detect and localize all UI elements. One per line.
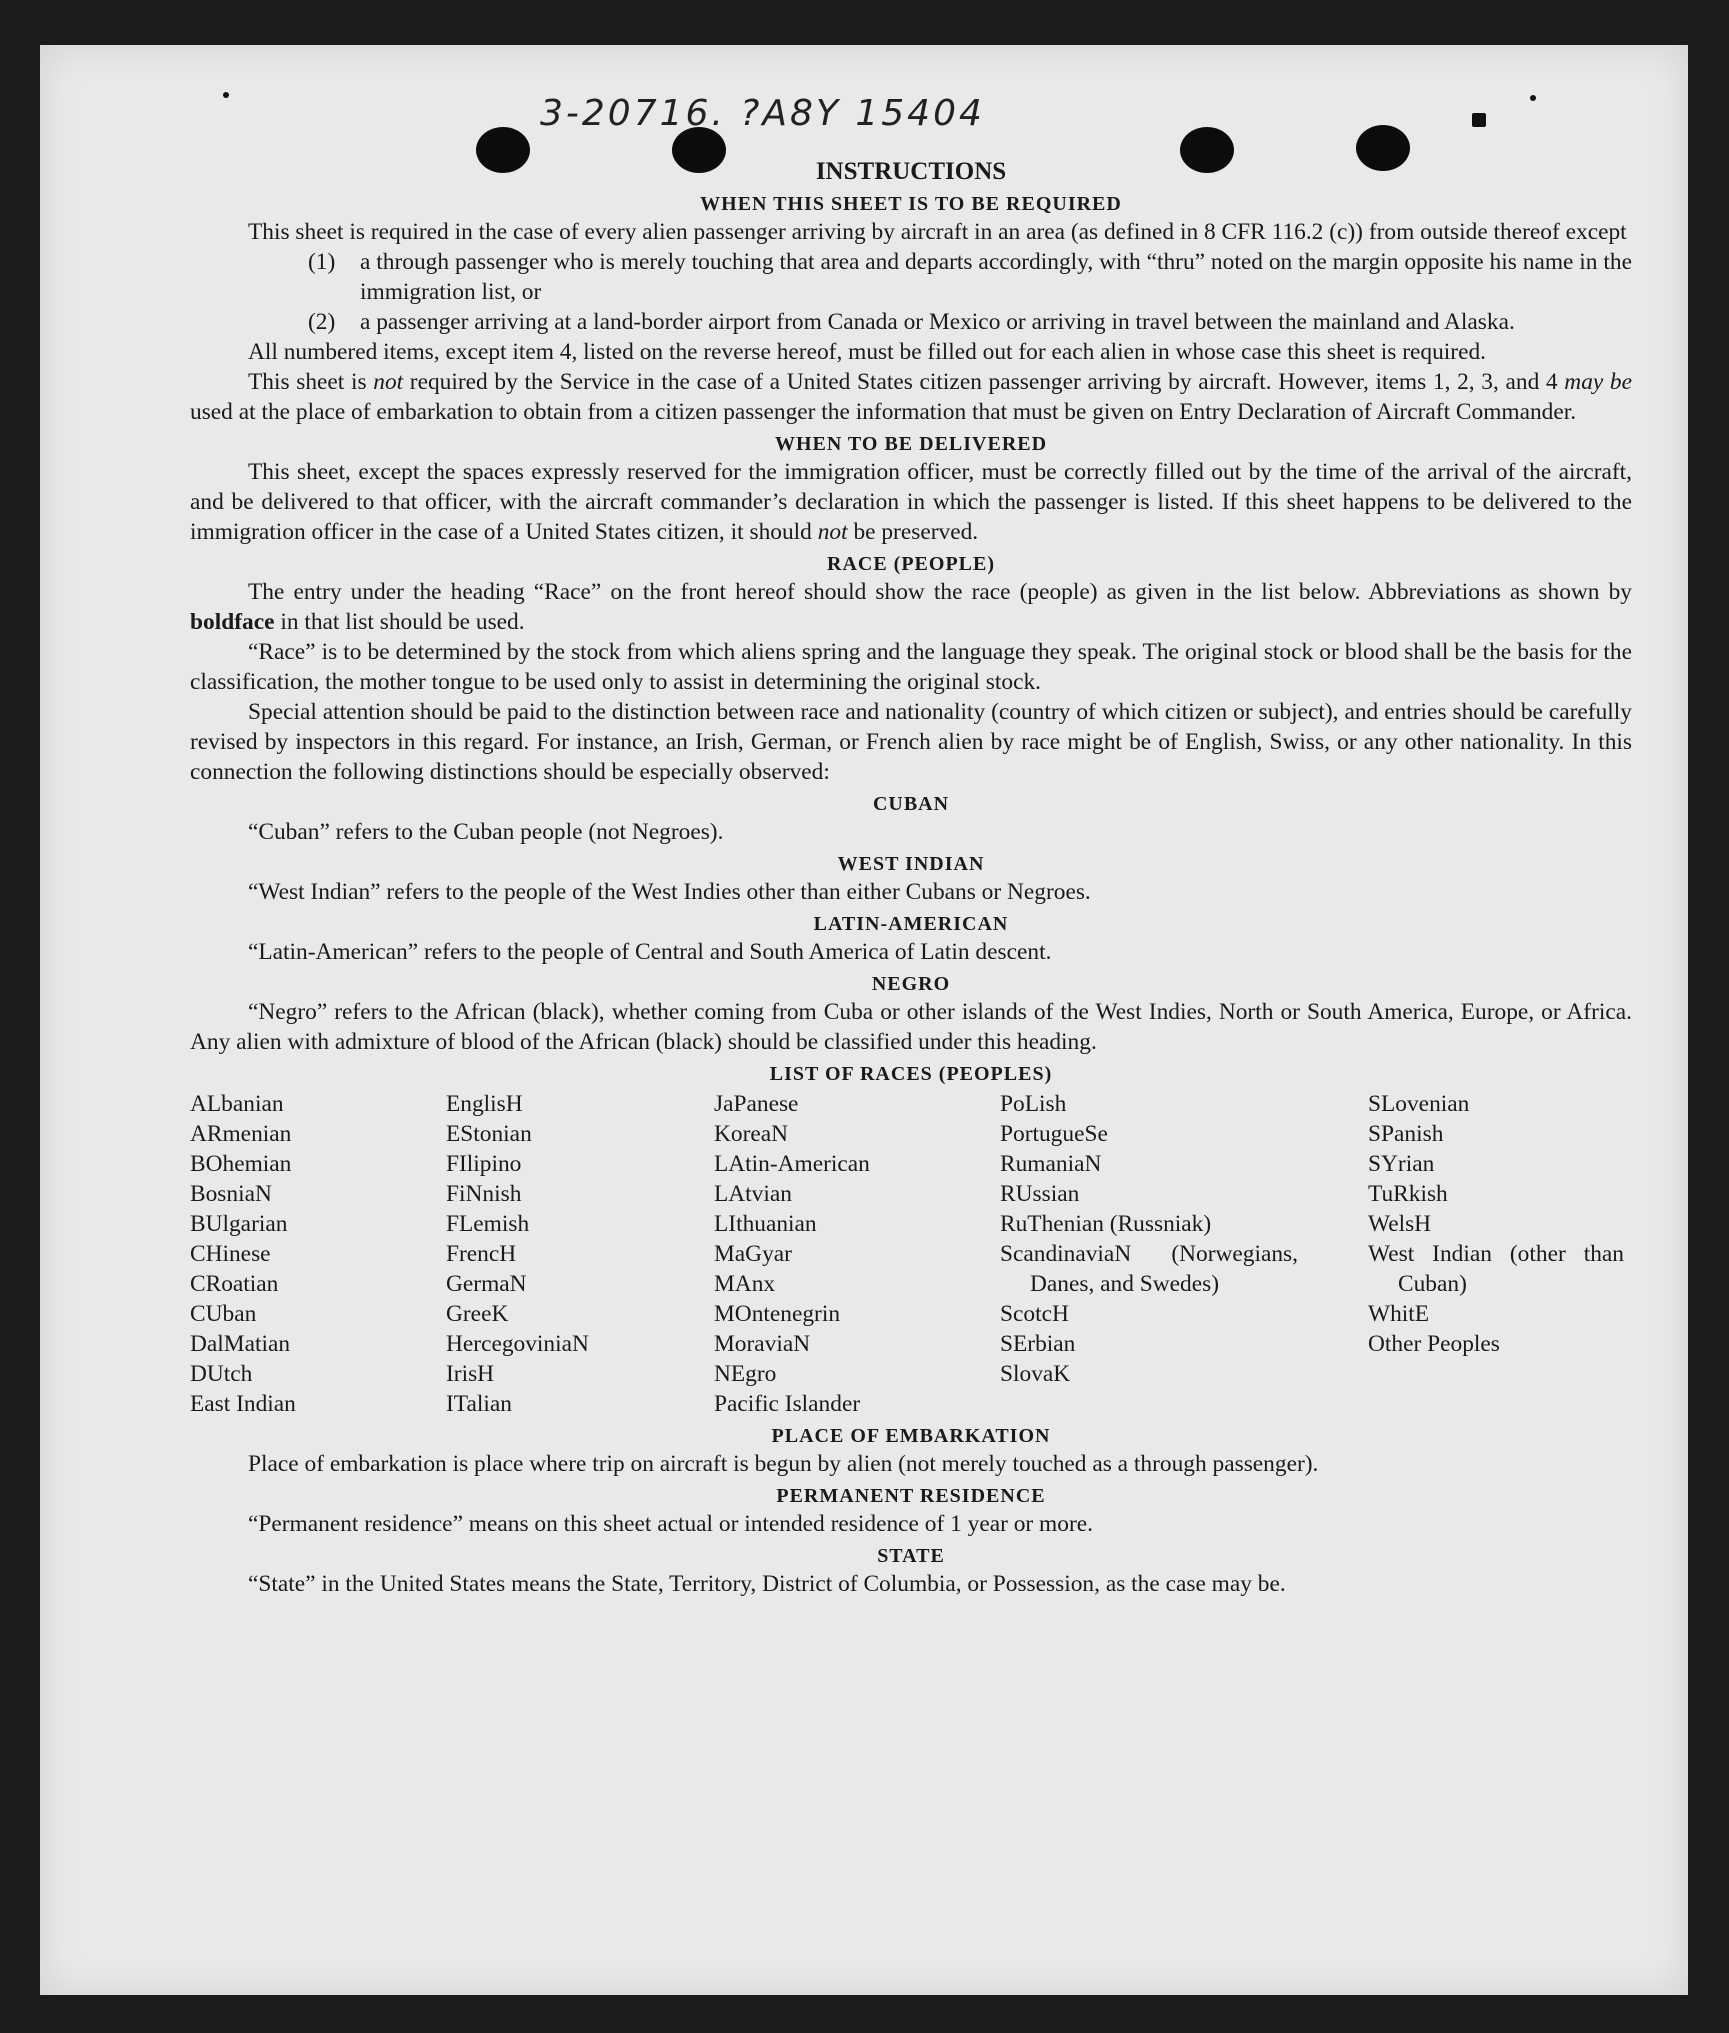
race-entry: DalMatian (190, 1331, 291, 1357)
section-heading: WHEN TO BE DELIVERED (774, 433, 1048, 455)
section-heading: WEST INDIAN (837, 853, 985, 875)
race-entry: MAnx (714, 1271, 776, 1297)
race-column (714, 1089, 1000, 1419)
race-entry: DUtch (190, 1361, 253, 1387)
race-entry: RumaniaN (1000, 1151, 1102, 1177)
race-entry: JaPanese (714, 1091, 799, 1117)
race-entry: BosniaN (190, 1181, 272, 1207)
item-text: a through passenger who is merely touching that area and departs accordingly, with “thru” noted on the margin opposite his name in the immigration list, or (360, 249, 1632, 305)
ink-speck (223, 92, 229, 98)
race-entry: LAtvian (714, 1181, 792, 1207)
race-entry: HercegoviniaN (446, 1331, 589, 1357)
section-heading: LIST OF RACES (PEOPLES) (769, 1063, 1053, 1085)
race-entry: ALbanian (190, 1091, 284, 1117)
race-list (190, 1089, 1632, 1419)
race-entry: ITalian (446, 1391, 512, 1417)
race-entry: GermaN (446, 1271, 527, 1297)
document-page (40, 45, 1688, 1995)
race-entry: CUban (190, 1301, 257, 1327)
race-entry: RuThenian (Russniak) (1000, 1211, 1212, 1237)
race-entry: EnglisH (446, 1091, 523, 1117)
paragraph: Place of embarkation is place where trip on aircraft is begun by alien (not merely touched as a through passenger). (248, 1451, 1319, 1477)
race-entry: ARmenian (190, 1121, 292, 1147)
section-heading: PLACE OF EMBARKATION (771, 1425, 1051, 1447)
race-entry: BUlgarian (190, 1211, 288, 1237)
paragraph: “Latin-American” refers to the people of Central and South America of Latin descent. (248, 939, 1052, 965)
page-title: INSTRUCTIONS (815, 158, 1007, 185)
race-column (190, 1089, 446, 1419)
race-entry: LIthuanian (714, 1211, 817, 1237)
paragraph: “Race” is to be determined by the stock from which aliens spring and the language they speak. The original stock or blood shall be the basis for the classification, the mother tongue to be used only to assist in determining the original stock. (190, 639, 1632, 695)
race-entry: KoreaN (714, 1121, 789, 1147)
handwritten-note: 3-20716. ?A8Y 15404 (540, 93, 985, 134)
race-entry: CHinese (190, 1241, 271, 1267)
paragraph: This sheet is required in the case of every alien passenger arriving by aircraft in an area (as defined in 8 CFR 116.2 (c)) from outside thereof except (248, 219, 1627, 245)
section-heading: STATE (877, 1545, 945, 1567)
race-entry: MOntenegrin (714, 1301, 841, 1327)
paragraph: “State” in the United States means the State, Territory, District of Columbia, or Possession, as the case may be. (248, 1571, 1286, 1597)
section-heading: RACE (PEOPLE) (827, 553, 995, 575)
race-entry: West Indian (other than Cuban) (1368, 1241, 1624, 1297)
race-column (1368, 1089, 1624, 1419)
race-entry: WhitE (1368, 1301, 1430, 1327)
paragraph: “West Indian” refers to the people of the West Indies other than either Cubans or Negroes. (248, 879, 1091, 905)
item-number: (1) (308, 249, 336, 275)
race-entry: Pacific Islander (714, 1391, 861, 1417)
section-heading: WHEN THIS SHEET IS TO BE REQUIRED (700, 193, 1122, 215)
race-entry: NEgro (714, 1361, 777, 1387)
race-entry: GreeK (446, 1301, 509, 1327)
race-entry: BOhemian (190, 1151, 292, 1177)
paragraph: “Permanent residence” means on this sheet actual or intended residence of 1 year or more. (248, 1511, 1093, 1537)
section-heading: LATIN-AMERICAN (813, 913, 1009, 935)
race-entry: Other Peoples (1368, 1331, 1500, 1357)
race-entry: WelsH (1368, 1211, 1432, 1237)
race-entry: SLovenian (1368, 1091, 1470, 1117)
race-entry: FrencH (446, 1241, 517, 1267)
race-entry: SErbian (1000, 1331, 1076, 1357)
race-entry: ScandinaviaN (Norwegians, Danes, and Swedes) (1000, 1241, 1298, 1297)
paragraph: This sheet is not required by the Service in the case of a United States citizen passenger arriving by aircraft. However, items 1, 2, 3, and 4 may be used at the place of embarkation to obtain from a citizen passenger the information that must be given on Entry Declaration of Aircraft Commander. (190, 369, 1633, 425)
race-entry: FiNnish (446, 1181, 522, 1207)
section-heading: PERMANENT RESIDENCE (776, 1485, 1046, 1507)
race-entry: LAtin-American (714, 1151, 870, 1177)
item-text: a passenger arriving at a land-border airport from Canada or Mexico or arriving in travel between the mainland and Alaska. (360, 309, 1515, 335)
race-entry: CRoatian (190, 1271, 279, 1297)
ink-speck (1530, 95, 1536, 101)
instructions-body (190, 157, 1632, 1599)
section-heading: NEGRO (871, 973, 951, 995)
race-entry: SPanish (1368, 1121, 1444, 1147)
ink-speck (1472, 113, 1486, 127)
paragraph: “Cuban” refers to the Cuban people (not Negroes). (248, 819, 724, 845)
paragraph: All numbered items, except item 4, listed on the reverse hereof, must be filled out for each alien in whose case this sheet is required. (248, 339, 1487, 365)
race-entry: ScotcH (1000, 1301, 1069, 1327)
race-entry: EStonian (446, 1121, 532, 1147)
list-item (190, 247, 1632, 307)
race-entry: SYrian (1368, 1151, 1435, 1177)
paragraph: “Negro” refers to the African (black), whether coming from Cuba or other islands of the West Indies, North or South America, Europe, or Africa. Any alien with admixture of blood of the African (black) should be classified under this heading. (190, 999, 1632, 1055)
race-entry: IrisH (446, 1361, 495, 1387)
section-heading: CUBAN (872, 793, 950, 815)
race-entry: FLemish (446, 1211, 530, 1237)
race-entry: TuRkish (1368, 1181, 1448, 1207)
list-item (190, 307, 1632, 337)
race-column (446, 1089, 714, 1419)
race-entry: RUssian (1000, 1181, 1080, 1207)
race-entry: East Indian (190, 1391, 296, 1417)
race-entry: PortugueSe (1000, 1121, 1108, 1147)
paragraph: This sheet, except the spaces expressly reserved for the immigration officer, must be correctly filled out by the time of the arrival of the aircraft, and be delivered to that officer, with the aircraft commander’s declaration in which the passenger is listed. If this sheet happens to be delivered to the immigration officer in the case of a United States citizen, it should not be preserved. (190, 459, 1632, 545)
race-entry: MaGyar (714, 1241, 792, 1267)
item-number: (2) (308, 309, 336, 335)
paragraph: Special attention should be paid to the distinction between race and nationality (country of which citizen or subject), and entries should be carefully revised by inspectors in this regard. For instance, an Irish, German, or French alien by race might be of English, Swiss, or any other nationality. In this connection the following distinctions should be especially observed: (190, 699, 1632, 785)
race-column (1000, 1089, 1298, 1419)
paragraph: The entry under the heading “Race” on the front hereof should show the race (people) as given in the list below. Abbreviations as shown by boldface in that list should be used. (190, 579, 1632, 635)
race-entry: SlovaK (1000, 1361, 1071, 1387)
race-entry: FIlipino (446, 1151, 522, 1177)
race-entry: PoLish (1000, 1091, 1067, 1117)
race-entry: MoraviaN (714, 1331, 811, 1357)
